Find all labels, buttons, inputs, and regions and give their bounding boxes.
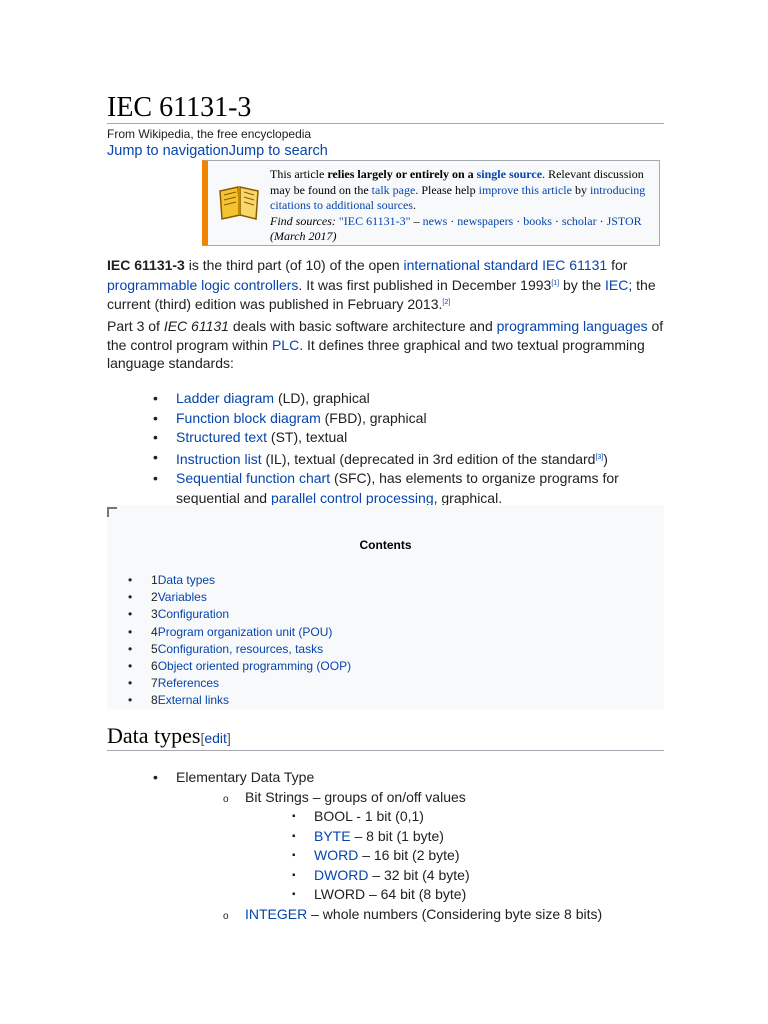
plc-short-link[interactable]: PLC (271, 336, 300, 353)
section-divider (107, 750, 664, 751)
languages-list (153, 389, 663, 508)
toc-item-pou[interactable]: • 4Program organization unit (POU) (128, 624, 351, 641)
toc-item-config-resources-tasks[interactable]: • 5Configuration, resources, tasks (128, 641, 351, 658)
reference-2[interactable]: [2] (442, 299, 451, 306)
list-item: • Function block diagram (FBD), graphical (153, 409, 663, 429)
single-source-notice (202, 160, 660, 246)
sequential-function-chart-link[interactable]: Sequential function chart (176, 470, 331, 486)
list-item: • Ladder diagram (LD), graphical (153, 389, 663, 409)
introducing-citations-link[interactable]: introducing citations to additional sources (270, 182, 646, 212)
section-edit: [edit] (200, 730, 231, 746)
ladder-diagram-link[interactable]: Ladder diagram (176, 390, 275, 406)
jump-links (107, 143, 328, 159)
toc-item-configuration[interactable]: • 3Configuration (128, 606, 351, 623)
iec-link[interactable]: IEC (605, 276, 629, 293)
plc-link[interactable]: programmable logic controllers (107, 276, 299, 293)
jump-to-navigation-link[interactable]: Jump to navigation (107, 143, 229, 159)
toc-item-variables[interactable]: • 2Variables (128, 589, 351, 606)
integer-link[interactable]: INTEGER (245, 905, 308, 922)
source-newspapers-link[interactable]: newspapers (457, 213, 514, 228)
talk-page-link[interactable]: talk page (371, 182, 416, 197)
toc-item-data-types[interactable]: • 1Data types (128, 572, 351, 589)
find-sources-label: Find sources: (270, 213, 336, 228)
source-news-link[interactable]: news (422, 213, 448, 228)
list-item: ▪ DWORD – 32 bit (4 byte) (153, 866, 602, 886)
list-item: • Instruction list (IL), textual (deprecated in 3rd edition of the standard[3]) (153, 448, 663, 470)
reference-1[interactable]: [1] (551, 279, 560, 287)
list-item: ▪ LWORD – 64 bit (8 byte) (153, 885, 602, 905)
word-link[interactable]: WORD (314, 847, 359, 863)
title-divider (107, 123, 664, 124)
toc-list (128, 572, 351, 710)
toc-item-external-links[interactable]: • 8External links (128, 692, 351, 709)
toc-title: Contents (359, 538, 412, 552)
list-item: • Structured text (ST), textual (153, 428, 663, 448)
toc-item-oop[interactable]: • 6Object oriented programming (OOP) (128, 658, 351, 675)
byte-link[interactable]: BYTE (314, 827, 351, 844)
list-item: o INTEGER – whole numbers (Considering byte size 8 bits) (153, 905, 602, 925)
function-block-diagram-link[interactable]: Function block diagram (176, 409, 321, 426)
international-standard-link[interactable]: international standard IEC 61131 (403, 257, 608, 273)
part3-paragraph: Part 3 of IEC 61131 deals with basic software architecture and programming languages of the control program within PLC. It defines three graphical and two textual programming language standards: (107, 318, 664, 371)
edit-section-link[interactable]: edit (204, 730, 227, 746)
improve-article-link[interactable]: improve this article (478, 182, 572, 197)
data-types-list (153, 768, 602, 924)
list-item: ▪ WORD – 16 bit (2 byte) (153, 846, 602, 866)
site-subtitle: From Wikipedia, the free encyclopedia (107, 127, 312, 141)
notice-text: This article relies largely or entirely on a single source. Relevant discussion may be found on the talk page. Please help improve this article by introducing citations to additional sources. Find sources: "IEC 61131-3" – news · newspapers · books · scholar · JSTOR (March 2017) (270, 167, 646, 243)
toc-toggle-checkbox[interactable] (107, 507, 117, 517)
toc-item-references[interactable]: • 7References (128, 675, 351, 692)
list-item: • Sequential function chart (SFC), has elements to organize programs for sequential and parallel control processing, graphical. (153, 469, 663, 508)
dword-link[interactable]: DWORD (314, 866, 369, 883)
programming-languages-link[interactable]: programming languages (496, 318, 648, 334)
notice-date: (March 2017) (270, 229, 337, 243)
source-scholar-link[interactable]: scholar (561, 213, 597, 228)
single-source-link[interactable]: single source (476, 167, 543, 181)
parallel-control-processing-link[interactable]: parallel control processing (270, 489, 434, 506)
structured-text-link[interactable]: Structured text (176, 429, 268, 445)
list-item: ▪ BYTE – 8 bit (1 byte) (153, 827, 602, 847)
reference-3[interactable]: [3] (595, 453, 604, 461)
page-title: IEC 61131-3 (107, 92, 252, 123)
section-heading-data-types: Data types[edit] (107, 723, 231, 748)
jump-to-search-link[interactable]: Jump to search (228, 143, 328, 159)
book-icon (216, 181, 264, 223)
find-sources-query-link[interactable]: "IEC 61131-3" (338, 213, 411, 228)
instruction-list-link[interactable]: Instruction list (176, 450, 262, 467)
intro-paragraph: IEC 61131-3 is the third part (of 10) of the open international standard IEC 61131 for programmable logic controllers. It was first published in December 1993[1] by the IEC; the current (third) edition was published in February 2013.[2] (107, 257, 656, 312)
source-books-link[interactable]: books (523, 213, 552, 228)
list-item: ▪ BOOL - 1 bit (0,1) (153, 807, 602, 827)
source-jstor-link[interactable]: JSTOR (606, 213, 642, 228)
list-item: • Elementary Data Type (153, 768, 602, 788)
list-item: o Bit Strings – groups of on/off values (153, 788, 602, 808)
